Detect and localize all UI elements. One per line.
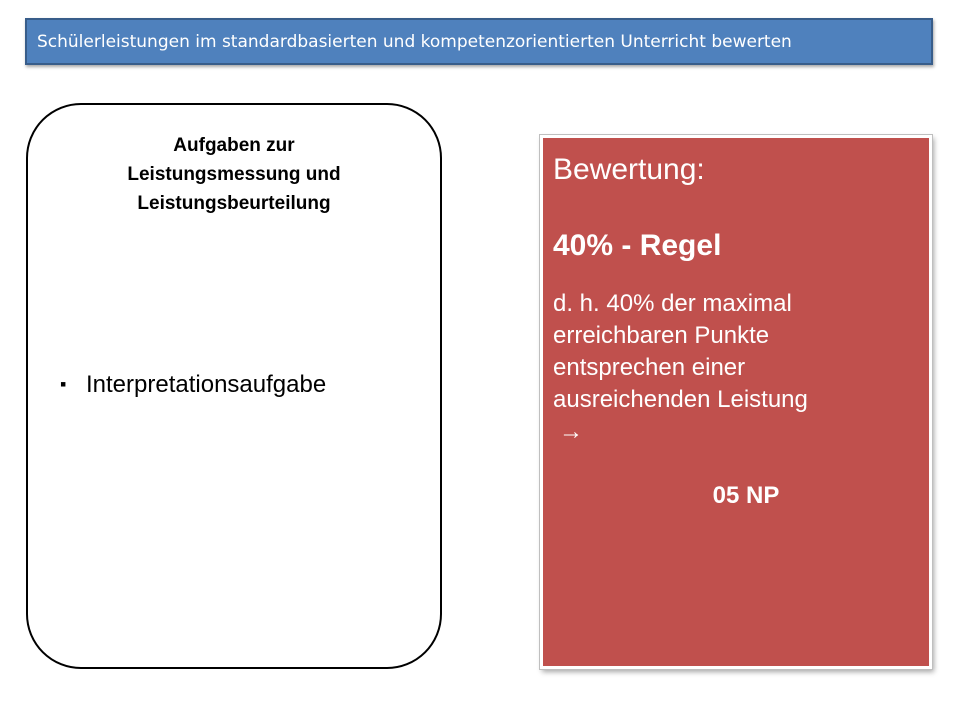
rating-box: [540, 135, 932, 669]
slide-title-bar: [25, 18, 933, 65]
result-grade: 05 NP: [712, 482, 780, 509]
heading-line: Leistungsbeurteilung: [137, 193, 331, 214]
heading-line: Aufgaben zur: [173, 135, 295, 156]
explanation-line: erreichbaren Punkte: [553, 322, 770, 349]
rule-explanation: [553, 288, 919, 448]
task-types-box: [26, 103, 442, 669]
rating-label: Bewertung:: [553, 153, 705, 186]
explanation-line: ausreichenden Leistung: [553, 386, 808, 413]
bullet-item: [60, 371, 326, 399]
heading-line: Leistungsmessung und: [127, 164, 341, 185]
explanation-line: d. h. 40% der maximal: [553, 290, 792, 317]
arrow-right-icon: →: [559, 418, 583, 445]
task-types-heading: [28, 131, 440, 218]
explanation-line: entsprechen einer: [553, 354, 746, 381]
bullet-text: Interpretationsaufgabe: [86, 371, 327, 398]
slide-title: Schülerleistungen im standardbasierten und kompetenzorientierten Unterricht bewerten: [37, 31, 792, 52]
rule-label: 40% - Regel: [553, 229, 722, 262]
square-bullet-icon: ▪: [60, 374, 67, 394]
